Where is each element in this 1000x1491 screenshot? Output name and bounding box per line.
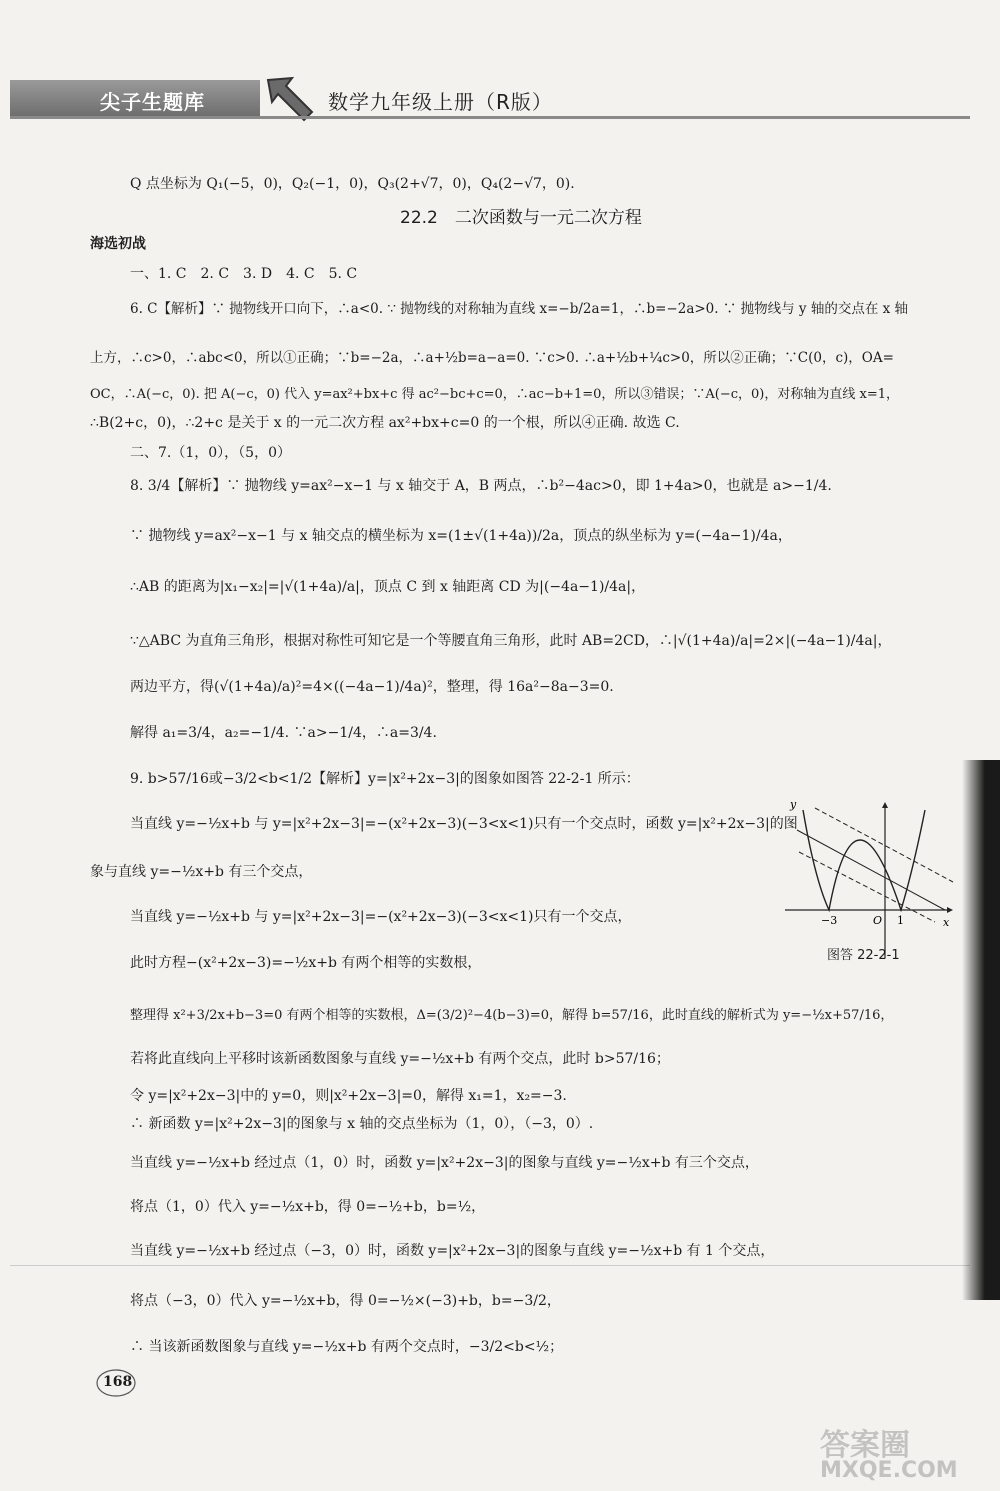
answer-line: 二、7.（1，0），（5，0）	[130, 445, 291, 461]
answer-line: 解得 a₁=3/4，a₂=−1/4. ∵a>−1/4，∴a=3/4.	[130, 725, 437, 741]
tick-label-neg3: −3	[821, 914, 838, 927]
figure-caption: 图答 22-2-1	[827, 948, 900, 963]
answer-line: ∵ 抛物线 y=ax²−x−1 与 x 轴交点的横坐标为 x=(1±√(1+4a))/2a，顶点的纵坐标为 y=(−4a−1)/4a，	[130, 528, 792, 544]
y-axis-label: y	[790, 800, 797, 811]
book-title: 数学九年级上册（R版）	[328, 90, 553, 114]
function-graph-figure	[785, 800, 955, 960]
answer-line: 将点（1，0）代入 y=−½x+b，得 0=−½+b，b=½，	[130, 1199, 486, 1215]
tangent-line	[797, 830, 945, 910]
answer-line: 当直线 y=−½x+b 经过点（1，0）时，函数 y=|x²+2x−3|的图象与直线 y=−½x+b 有三个交点，	[130, 1155, 759, 1171]
dashed-line-upper	[799, 852, 935, 922]
answer-line: ∴ 新函数 y=|x²+2x−3|的图象与 x 轴的交点坐标为（1，0），（−3，0）.	[130, 1116, 594, 1132]
answer-line: 9. b>57/16或−3/2<b<1/2【解析】y=|x²+2x−3|的图象如图答 22-2-1 所示：	[130, 771, 640, 787]
watermark-logo: 答案圈	[820, 1428, 910, 1463]
section-title: 22.2 二次函数与一元二次方程	[400, 208, 642, 228]
answer-line: 若将此直线向上平移时该新函数图象与直线 y=−½x+b 有两个交点，此时 b>57/16；	[130, 1051, 670, 1067]
answer-line: ∵△ABC 为直角三角形，根据对称性可知它是一个等腰直角三角形，此时 AB=2CD，∴|√(1+4a)/a|=2×|(−4a−1)/4a|，	[130, 633, 892, 649]
answer-line: 当直线 y=−½x+b 与 y=|x²+2x−3|=−(x²+2x−3)(−3<x<1)只有一个交点时，函数 y=|x²+2x−3|的图	[130, 816, 798, 832]
answer-line: 8. 3/4【解析】∵ 抛物线 y=ax²−x−1 与 x 轴交于 A，B 两点，∴b²−4ac>0，即 1+4a>0，也就是 a>−1/4.	[130, 478, 832, 494]
answer-line: 令 y=|x²+2x−3|中的 y=0，则|x²+2x−3|=0，解得 x₁=1，x₂=−3.	[130, 1088, 567, 1104]
tick-label-1: 1	[897, 914, 904, 927]
answer-line: 整理得 x²+3/2x+b−3=0 有两个相等的实数根，Δ=(3/2)²−4(b−3)=0，解得 b=57/16，此时直线的解析式为 y=−½x+57/16，	[130, 1008, 894, 1023]
answer-line: 当直线 y=−½x+b 经过点（−3，0）时，函数 y=|x²+2x−3|的图象与直线 y=−½x+b 有 1 个交点，	[130, 1243, 775, 1259]
sub-heading: 海选初战	[90, 236, 146, 252]
answer-line: ∴ 当该新函数图象与直线 y=−½x+b 有两个交点时，−3/2<b<½；	[130, 1339, 564, 1355]
answer-line: 一、1. C 2. C 3. D 4. C 5. C	[130, 266, 358, 282]
answer-line: 象与直线 y=−½x+b 有三个交点，	[90, 864, 313, 880]
y-axis-arrow-icon	[882, 802, 888, 808]
answer-line: ∴B(2+c，0)，∴2+c 是关于 x 的一元二次方程 ax²+bx+c=0 的一个根，所以④正确. 故选 C.	[90, 415, 680, 431]
answer-line: 两边平方，得(√(1+4a)/a)²=4×((−4a−1)/4a)²，整理，得 16a²−8a−3=0.	[130, 679, 614, 695]
answer-line: 6. C【解析】∵ 抛物线开口向下，∴a<0. ∵ 抛物线的对称轴为直线 x=−b/2a=1，∴b=−2a>0. ∵ 抛物线与 y 轴的交点在 x 轴	[130, 301, 909, 317]
abs-quadratic-curve	[803, 810, 925, 910]
answer-line: 此时方程−(x²+2x−3)=−½x+b 有两个相等的实数根，	[130, 955, 482, 971]
arrow-icon	[262, 72, 318, 128]
answer-line: 当直线 y=−½x+b 与 y=|x²+2x−3|=−(x²+2x−3)(−3<x<1)只有一个交点，	[130, 909, 632, 925]
page-fold-rule	[10, 1265, 970, 1266]
origin-label: O	[873, 914, 883, 927]
answer-line: 将点（−3，0）代入 y=−½x+b，得 0=−½×(−3)+b，b=−3/2，	[130, 1293, 561, 1309]
q-points-line: Q 点坐标为 Q₁(−5，0)，Q₂(−1，0)，Q₃(2+√7，0)，Q₄(2−√7，0).	[130, 176, 575, 192]
series-title: 尖子生题库	[100, 90, 205, 114]
watermark-url: MXQE.COM	[820, 1458, 958, 1483]
answer-line: ∴AB 的距离为|x₁−x₂|=|√(1+4a)/a|，顶点 C 到 x 轴距离 CD 为|(−4a−1)/4a|，	[130, 579, 646, 595]
page-number: 168	[103, 1374, 133, 1390]
x-axis-label: x	[943, 916, 950, 929]
answer-line: OC，∴A(−c，0). 把 A(−c，0) 代入 y=ax²+bx+c 得 ac²−bc+c=0，∴ac−b+1=0，所以③错误；∵A(−c，0)，对称轴为直线 x=1，	[90, 387, 899, 402]
header-rule	[10, 116, 970, 119]
scan-shadow	[962, 760, 1000, 1300]
x-axis-arrow-icon	[947, 907, 953, 913]
page-header	[10, 80, 970, 120]
answer-line: 上方，∴c>0，∴abc<0，所以①正确；∵b=−2a，∴a+½b=a−a=0. ∵c>0. ∴a+½b+¼c>0，所以②正确；∵C(0，c)，OA=	[90, 350, 894, 366]
